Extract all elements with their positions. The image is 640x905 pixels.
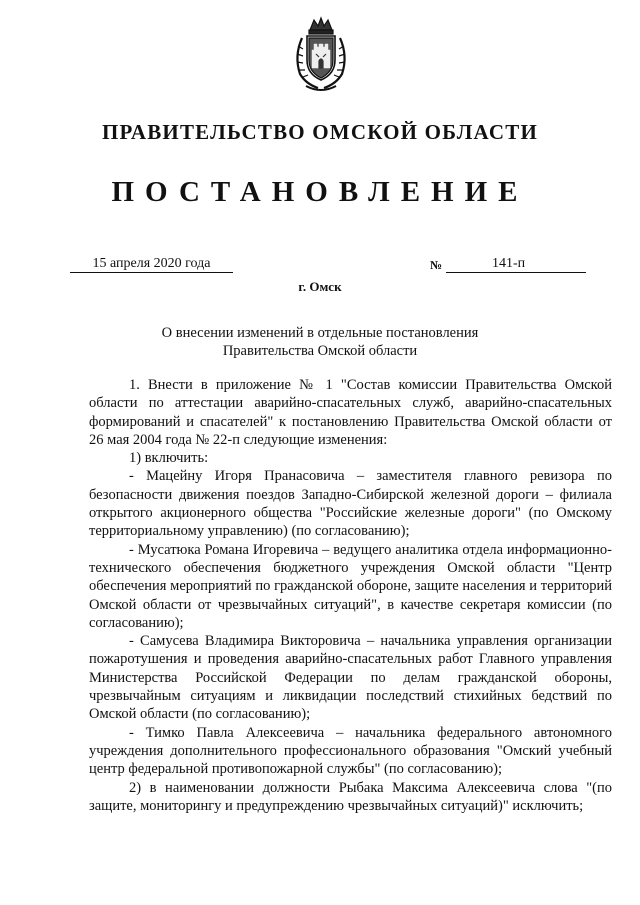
paragraph-1: 1. Внести в приложение № 1 "Состав комиссии Правительства Омской области по аттестации аварийно-спасательных служб, аварийно-спасательных формирований и спасателей" к постановлению Правительства Омской области от 26 мая 2004 года № 22-п следующие изменения: bbox=[89, 377, 612, 448]
document-city: г. Омск bbox=[298, 279, 342, 294]
paragraph-7: 2) в наименовании должности Рыбака Максима Алексеевича слова "(по защите, мониторингу и предупреждению чрезвычайных ситуаций)" исключить; bbox=[89, 779, 612, 814]
paragraph-5: - Самусева Владимира Викторовича – начальника управления организации пожаротушения и проведения аварийно-спасательных работ Главного управления Министерства Российской Федерации по делам гражданской обороны, чрезвычайным ситуациям и ликвидации последствий стихийных бедствий по Омской области (по согласованию); bbox=[89, 633, 612, 723]
document-body bbox=[89, 376, 612, 815]
coat-of-arms-icon bbox=[292, 16, 350, 94]
paragraph-6: - Тимко Павла Алексеевича – начальника федерального автономного учреждения дополнительного профессионального образования "Омский учебный центр федеральной противопожарной службы" (по согласованию); bbox=[89, 724, 612, 778]
document-number-field bbox=[446, 256, 586, 273]
government-name: ПРАВИТЕЛЬСТВО ОМСКОЙ ОБЛАСТИ bbox=[101, 120, 538, 144]
paragraph-4: - Мусатюка Романа Игоревича – ведущего аналитика отдела информационно-технического обеспечения бюджетного учреждения Омской области "Центр обеспечения мероприятий по гражданской обороне, защите населения и территорий Омской области от чрезвычайных ситуаций", в качестве секретаря комиссии (по согласованию); bbox=[89, 541, 612, 631]
document-date: 15 апреля 2020 года bbox=[70, 256, 233, 273]
subject-line-2: Правительства Омской области bbox=[222, 343, 418, 359]
number-label: № bbox=[430, 258, 443, 272]
document-subject bbox=[0, 324, 640, 360]
paragraph-2: 1) включить: bbox=[129, 450, 209, 467]
paragraph-3: - Мацейну Игоря Пранасовича – заместителя главного ревизора по безопасности движения поездов Западно-Сибирской железной дороги – филиала открытого акционерного общества "Российские железные дороги" (по Омскому территориальному управлению) (по согласованию); bbox=[89, 468, 612, 540]
subject-line-1: О внесении изменений в отдельные постановления bbox=[161, 325, 479, 341]
document-number: 141-п bbox=[492, 256, 526, 271]
document-type: ПОСТАНОВЛЕНИЕ bbox=[111, 176, 529, 208]
